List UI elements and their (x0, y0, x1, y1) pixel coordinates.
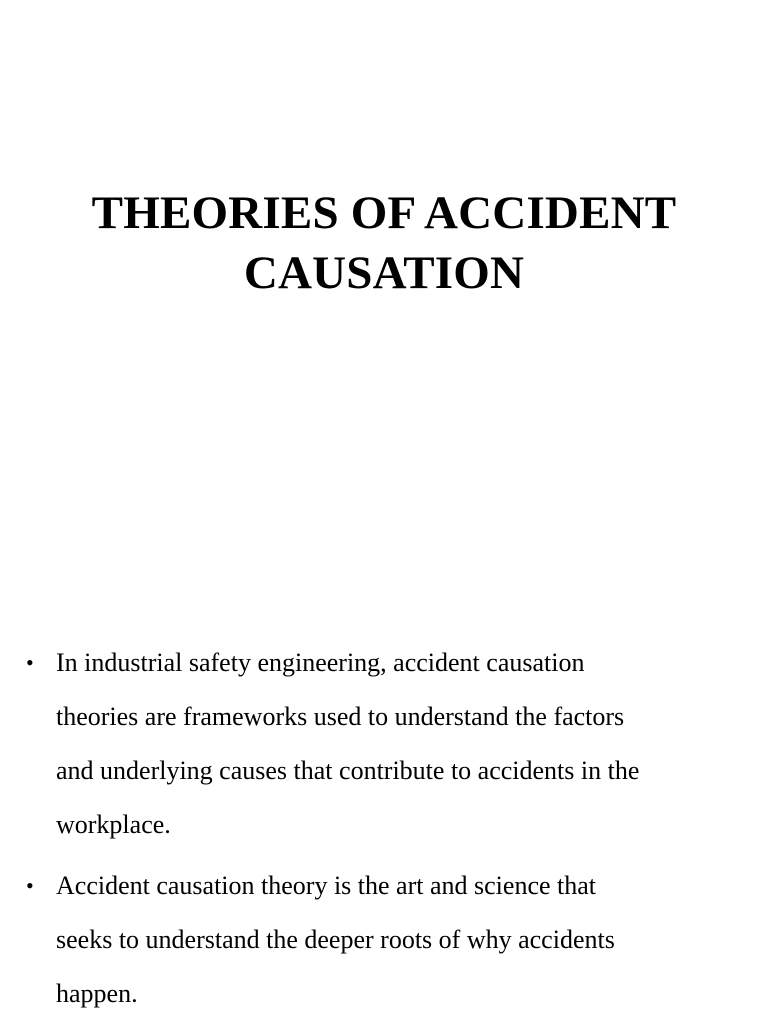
slide-title-line-2: CAUSATION (243, 247, 525, 299)
bullet-text-line: In industrial safety engineering, accident causation (56, 648, 585, 677)
bullet-text-line: and underlying causes that contribute to accidents in the (56, 756, 640, 785)
bullet-item-2 (0, 859, 736, 1021)
bullet-text-line: seeks to understand the deeper roots of why accidents (56, 925, 615, 954)
bullet-text-line: theories are frameworks used to understand the factors (56, 702, 625, 731)
bullet-marker: • (26, 650, 34, 675)
bullet-text-line: happen. (56, 979, 138, 1008)
bullet-list (0, 636, 768, 1028)
bullet-marker: • (26, 873, 34, 898)
bullet-text-line: Accident causation theory is the art and science that (56, 871, 597, 900)
slide-title (0, 183, 768, 303)
bullet-item-1 (0, 636, 736, 852)
bullet-text-line: workplace. (56, 810, 171, 839)
slide-title-line-1: THEORIES OF ACCIDENT (91, 187, 677, 239)
